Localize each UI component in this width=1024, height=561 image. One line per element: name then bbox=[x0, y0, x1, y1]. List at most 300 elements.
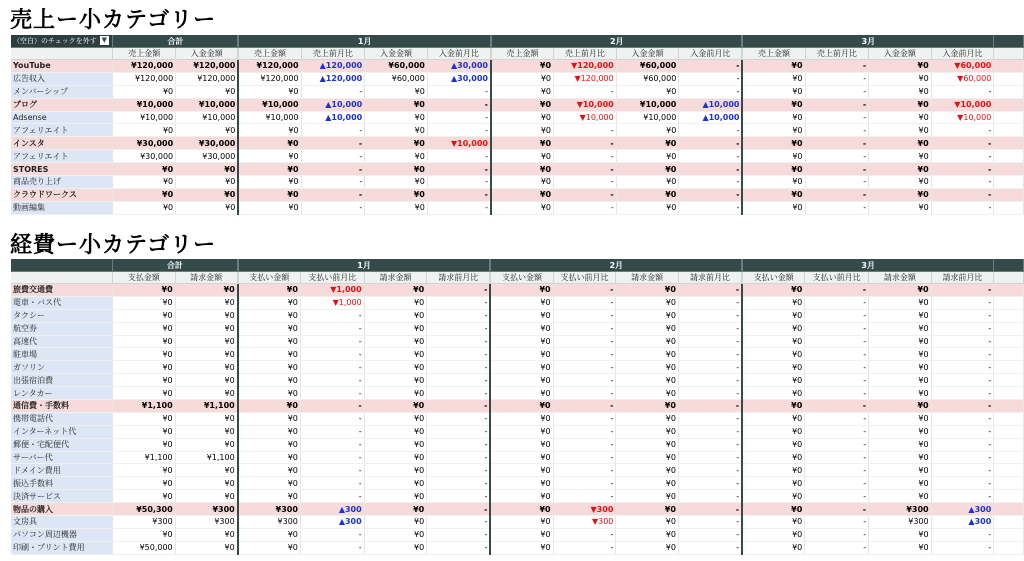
month-column-header: 請求金額 bbox=[616, 272, 679, 284]
value-cell: ¥0 bbox=[238, 387, 301, 400]
value-cell: - bbox=[301, 85, 365, 98]
value-cell: ¥0 bbox=[869, 335, 932, 348]
value-cell: - bbox=[553, 387, 616, 400]
overflow-header bbox=[994, 35, 1024, 48]
overflow-cell bbox=[994, 490, 1024, 503]
total-column-header: 売上金額 bbox=[113, 48, 176, 60]
value-cell: - bbox=[300, 374, 364, 387]
value-cell: ¥30,000 bbox=[176, 150, 239, 163]
month-column-header: 支払い前月比 bbox=[553, 272, 616, 284]
value-cell: ¥0 bbox=[490, 374, 553, 387]
value-cell: ¥0 bbox=[238, 137, 301, 150]
value-cell: ¥0 bbox=[238, 541, 301, 554]
value-cell: - bbox=[300, 451, 364, 464]
value-cell: ¥0 bbox=[742, 111, 805, 124]
value-cell: - bbox=[931, 464, 994, 477]
value-cell: ¥0 bbox=[869, 425, 932, 438]
overflow-cell bbox=[994, 188, 1024, 201]
row-label: ブログ bbox=[11, 98, 113, 111]
value-cell: ¥0 bbox=[742, 176, 805, 189]
value-cell: ¥0 bbox=[869, 322, 932, 335]
value-cell: ▼1,000 bbox=[300, 296, 364, 309]
value-cell: ¥0 bbox=[869, 176, 932, 189]
value-cell: - bbox=[427, 85, 491, 98]
value-cell: ¥0 bbox=[175, 309, 238, 322]
value-cell: ¥0 bbox=[490, 348, 553, 361]
value-cell: - bbox=[805, 438, 869, 451]
value-cell: ¥0 bbox=[616, 438, 679, 451]
value-cell: ¥0 bbox=[742, 412, 805, 425]
value-cell: ¥0 bbox=[175, 335, 238, 348]
subcategory-row bbox=[11, 528, 1024, 541]
value-cell: ¥0 bbox=[238, 425, 301, 438]
subcategory-row bbox=[11, 387, 1024, 400]
value-cell: ¥120,000 bbox=[176, 72, 239, 85]
value-cell: ¥0 bbox=[742, 438, 805, 451]
value-cell: ¥0 bbox=[616, 541, 679, 554]
value-cell: - bbox=[931, 284, 994, 297]
value-cell: ¥0 bbox=[742, 284, 805, 297]
value-cell: ¥0 bbox=[742, 451, 805, 464]
value-cell: ¥60,000 bbox=[365, 72, 428, 85]
row-label: 広告収入 bbox=[11, 72, 113, 85]
value-cell: - bbox=[931, 137, 994, 150]
value-cell: ¥0 bbox=[175, 387, 238, 400]
value-cell: - bbox=[427, 503, 491, 516]
value-cell: ¥0 bbox=[365, 188, 428, 201]
value-cell: ¥0 bbox=[113, 490, 176, 503]
row-label: 出張宿泊費 bbox=[11, 374, 113, 387]
value-cell: ¥0 bbox=[742, 348, 805, 361]
value-cell: - bbox=[553, 361, 616, 374]
subcategory-row bbox=[11, 412, 1024, 425]
value-cell: - bbox=[301, 124, 365, 137]
value-cell: ¥0 bbox=[113, 309, 176, 322]
subcategory-row bbox=[11, 150, 1024, 163]
value-cell: ¥0 bbox=[364, 374, 427, 387]
value-cell: ¥30,000 bbox=[176, 137, 239, 150]
value-cell: - bbox=[553, 348, 616, 361]
value-cell: ¥0 bbox=[491, 137, 554, 150]
value-cell: ¥300 bbox=[869, 516, 932, 529]
value-cell: ¥0 bbox=[616, 150, 679, 163]
value-cell: - bbox=[805, 464, 869, 477]
value-cell: ¥0 bbox=[616, 516, 679, 529]
value-cell: - bbox=[679, 85, 743, 98]
value-cell: ¥0 bbox=[742, 163, 805, 176]
value-cell: - bbox=[678, 451, 742, 464]
column-header-row bbox=[11, 272, 1024, 284]
value-cell: ¥60,000 bbox=[616, 60, 679, 73]
value-cell: - bbox=[679, 201, 743, 214]
subcategory-row bbox=[11, 516, 1024, 529]
value-cell: ▼10,000 bbox=[931, 98, 994, 111]
value-cell: - bbox=[427, 387, 491, 400]
value-cell: ¥0 bbox=[175, 322, 238, 335]
value-cell: ¥0 bbox=[113, 412, 176, 425]
value-cell: - bbox=[554, 124, 617, 137]
value-cell: ¥0 bbox=[113, 348, 176, 361]
value-cell: ¥0 bbox=[869, 400, 932, 413]
value-cell: - bbox=[427, 322, 491, 335]
row-label: 航空券 bbox=[11, 322, 113, 335]
value-cell: ¥0 bbox=[616, 374, 679, 387]
value-cell: - bbox=[553, 464, 616, 477]
month-column-header: 入金前月比 bbox=[427, 48, 491, 60]
value-cell: ¥0 bbox=[490, 284, 553, 297]
value-cell: ¥0 bbox=[490, 516, 553, 529]
subcategory-row bbox=[11, 176, 1024, 189]
value-cell: ¥0 bbox=[175, 412, 238, 425]
header-group-row bbox=[11, 259, 1024, 272]
row-label: STORES bbox=[11, 163, 113, 176]
value-cell: ¥0 bbox=[113, 163, 176, 176]
value-cell: ¥0 bbox=[364, 438, 427, 451]
row-label: インターネット代 bbox=[11, 425, 113, 438]
value-cell: ¥0 bbox=[491, 188, 554, 201]
row-label: 振込手数料 bbox=[11, 477, 113, 490]
value-cell: - bbox=[301, 137, 365, 150]
value-cell: - bbox=[805, 98, 869, 111]
value-cell: ¥0 bbox=[364, 425, 427, 438]
value-cell: ¥0 bbox=[742, 477, 805, 490]
value-cell: ¥0 bbox=[238, 361, 301, 374]
value-cell: - bbox=[427, 464, 491, 477]
value-cell: ▲300 bbox=[931, 503, 994, 516]
expense-section-title: 経費ー小カテゴリー bbox=[10, 233, 217, 258]
value-cell: ¥0 bbox=[491, 111, 554, 124]
row-label: 物品の購入 bbox=[11, 503, 113, 516]
value-cell: ¥0 bbox=[490, 528, 553, 541]
value-cell: ¥0 bbox=[616, 528, 679, 541]
subcategory-row bbox=[11, 85, 1024, 98]
overflow-cell bbox=[994, 163, 1024, 176]
value-cell: ¥0 bbox=[238, 296, 301, 309]
subcategory-row bbox=[11, 451, 1024, 464]
month-column-header: 売上金額 bbox=[238, 48, 301, 60]
value-cell: ¥120,000 bbox=[238, 60, 301, 73]
value-cell: - bbox=[678, 490, 742, 503]
total-group-header: 合計 bbox=[113, 35, 238, 48]
value-cell: ¥0 bbox=[491, 176, 554, 189]
value-cell: ¥0 bbox=[491, 98, 554, 111]
value-cell: - bbox=[427, 400, 491, 413]
value-cell: ¥0 bbox=[364, 464, 427, 477]
value-cell: ¥0 bbox=[238, 176, 301, 189]
expense-pivot-table bbox=[11, 259, 1024, 555]
value-cell: - bbox=[679, 163, 743, 176]
value-cell: ¥0 bbox=[175, 296, 238, 309]
value-cell: ¥10,000 bbox=[238, 111, 301, 124]
value-cell: ¥10,000 bbox=[238, 98, 301, 111]
value-cell: ¥0 bbox=[742, 464, 805, 477]
month-group-header: 1月 bbox=[238, 35, 491, 48]
value-cell: ¥0 bbox=[616, 284, 679, 297]
value-cell: - bbox=[427, 111, 491, 124]
value-cell: ¥0 bbox=[869, 348, 932, 361]
overflow-cell bbox=[994, 412, 1024, 425]
value-cell: ▲10,000 bbox=[301, 111, 365, 124]
category-row bbox=[11, 400, 1024, 413]
value-cell: ¥60,000 bbox=[616, 72, 679, 85]
value-cell: ¥0 bbox=[869, 528, 932, 541]
subcategory-row bbox=[11, 348, 1024, 361]
month-column-header: 売上前月比 bbox=[554, 48, 617, 60]
value-cell: ¥0 bbox=[238, 490, 301, 503]
value-cell: ¥0 bbox=[869, 201, 932, 214]
value-cell: - bbox=[931, 451, 994, 464]
value-cell: ¥0 bbox=[365, 124, 428, 137]
value-cell: ¥0 bbox=[869, 387, 932, 400]
value-cell: ¥0 bbox=[869, 464, 932, 477]
value-cell: - bbox=[427, 425, 491, 438]
value-cell: - bbox=[678, 348, 742, 361]
row-label: 商品売り上げ bbox=[11, 176, 113, 189]
value-cell: - bbox=[931, 309, 994, 322]
value-cell: - bbox=[805, 309, 869, 322]
value-cell: ¥0 bbox=[742, 296, 805, 309]
value-cell: ¥0 bbox=[742, 516, 805, 529]
overflow-cell bbox=[994, 150, 1024, 163]
value-cell: ¥0 bbox=[238, 412, 301, 425]
value-cell: - bbox=[427, 348, 491, 361]
value-cell: ¥0 bbox=[113, 477, 176, 490]
row-label: 郵便・宅配便代 bbox=[11, 438, 113, 451]
overflow-cell bbox=[994, 201, 1024, 214]
row-label: 通信費・手数料 bbox=[11, 400, 113, 413]
value-cell: - bbox=[679, 60, 743, 73]
value-cell: - bbox=[805, 72, 869, 85]
value-cell: - bbox=[553, 284, 616, 297]
row-label: アフェリエイト bbox=[11, 150, 113, 163]
row-label: YouTube bbox=[11, 60, 113, 73]
month-column-header: 請求金額 bbox=[869, 272, 932, 284]
value-cell: - bbox=[805, 412, 869, 425]
value-cell: - bbox=[805, 425, 869, 438]
row-label: 駐車場 bbox=[11, 348, 113, 361]
value-cell: ¥10,000 bbox=[176, 98, 239, 111]
overflow-cell bbox=[994, 425, 1024, 438]
value-cell: ¥30,000 bbox=[113, 150, 176, 163]
value-cell: ¥0 bbox=[616, 412, 679, 425]
value-cell: ¥0 bbox=[869, 541, 932, 554]
month-column-header: 請求金額 bbox=[364, 272, 427, 284]
value-cell: ¥0 bbox=[364, 412, 427, 425]
value-cell: - bbox=[554, 137, 617, 150]
value-cell: - bbox=[931, 335, 994, 348]
subcategory-row bbox=[11, 124, 1024, 137]
subcategory-row bbox=[11, 541, 1024, 554]
value-cell: ¥1,100 bbox=[113, 400, 176, 413]
value-cell: - bbox=[931, 150, 994, 163]
month-column-header: 支払い前月比 bbox=[300, 272, 364, 284]
value-cell: - bbox=[931, 528, 994, 541]
value-cell: ¥0 bbox=[491, 150, 554, 163]
month-column-header: 入金金額 bbox=[365, 48, 428, 60]
value-cell: ¥0 bbox=[742, 98, 805, 111]
subcategory-row bbox=[11, 374, 1024, 387]
row-label: 高速代 bbox=[11, 335, 113, 348]
overflow-cell bbox=[994, 477, 1024, 490]
overflow-cell bbox=[994, 98, 1024, 111]
month-column-header: 売上金額 bbox=[491, 48, 554, 60]
value-cell: - bbox=[805, 296, 869, 309]
value-cell: - bbox=[679, 72, 743, 85]
value-cell: ¥0 bbox=[490, 503, 553, 516]
value-cell: ¥0 bbox=[113, 335, 176, 348]
value-cell: ¥10,000 bbox=[616, 98, 679, 111]
value-cell: - bbox=[427, 451, 491, 464]
month-column-header: 売上金額 bbox=[742, 48, 805, 60]
value-cell: ¥0 bbox=[175, 348, 238, 361]
value-cell: ¥0 bbox=[490, 477, 553, 490]
value-cell: ▼10,000 bbox=[931, 111, 994, 124]
value-cell: ¥0 bbox=[113, 425, 176, 438]
value-cell: ¥0 bbox=[238, 322, 301, 335]
value-cell: ¥0 bbox=[742, 374, 805, 387]
value-cell: ¥0 bbox=[364, 451, 427, 464]
subcategory-row bbox=[11, 464, 1024, 477]
value-cell: ¥1,100 bbox=[113, 451, 176, 464]
value-cell: ▲120,000 bbox=[301, 72, 365, 85]
value-cell: ¥0 bbox=[113, 528, 176, 541]
value-cell: - bbox=[553, 541, 616, 554]
value-cell: ¥50,300 bbox=[113, 503, 176, 516]
total-column-header: 入金金額 bbox=[176, 48, 239, 60]
value-cell: ¥300 bbox=[238, 503, 301, 516]
value-cell: ¥0 bbox=[616, 201, 679, 214]
value-cell: ¥0 bbox=[491, 124, 554, 137]
overflow-cell bbox=[994, 464, 1024, 477]
value-cell: ¥0 bbox=[238, 438, 301, 451]
row-filter-header[interactable] bbox=[11, 35, 113, 48]
value-cell: ▲300 bbox=[300, 516, 364, 529]
value-cell: ▲30,000 bbox=[427, 60, 491, 73]
value-cell: ¥0 bbox=[742, 309, 805, 322]
value-cell: - bbox=[300, 322, 364, 335]
row-label: 決済サービス bbox=[11, 490, 113, 503]
value-cell: - bbox=[805, 528, 869, 541]
overflow-cell bbox=[994, 400, 1024, 413]
value-cell: ¥1,100 bbox=[175, 451, 238, 464]
category-row bbox=[11, 284, 1024, 297]
value-cell: ¥0 bbox=[742, 137, 805, 150]
value-cell: - bbox=[805, 361, 869, 374]
value-cell: - bbox=[427, 528, 491, 541]
value-cell: ¥0 bbox=[364, 296, 427, 309]
value-cell: ¥0 bbox=[113, 124, 176, 137]
month-group-header: 3月 bbox=[742, 35, 993, 48]
value-cell: ¥0 bbox=[490, 296, 553, 309]
overflow-cell bbox=[994, 335, 1024, 348]
value-cell: ¥0 bbox=[113, 296, 176, 309]
value-cell: ¥0 bbox=[175, 438, 238, 451]
value-cell: ¥10,000 bbox=[113, 98, 176, 111]
value-cell: - bbox=[300, 477, 364, 490]
row-label: インスタ bbox=[11, 137, 113, 150]
row-label: サーバー代 bbox=[11, 451, 113, 464]
overflow-header bbox=[994, 48, 1024, 60]
value-cell: - bbox=[679, 176, 743, 189]
value-cell: - bbox=[805, 348, 869, 361]
value-cell: ¥0 bbox=[616, 124, 679, 137]
row-label-header bbox=[11, 259, 113, 272]
value-cell: - bbox=[931, 124, 994, 137]
month-group-header: 2月 bbox=[490, 259, 742, 272]
value-cell: - bbox=[301, 150, 365, 163]
value-cell: ¥0 bbox=[869, 361, 932, 374]
value-cell: - bbox=[553, 490, 616, 503]
value-cell: - bbox=[678, 296, 742, 309]
value-cell: ¥0 bbox=[176, 85, 239, 98]
value-cell: ¥0 bbox=[616, 296, 679, 309]
value-cell: ¥0 bbox=[491, 72, 554, 85]
value-cell: ¥0 bbox=[490, 464, 553, 477]
value-cell: - bbox=[931, 412, 994, 425]
value-cell: - bbox=[931, 361, 994, 374]
value-cell: ¥0 bbox=[742, 72, 805, 85]
subcategory-row bbox=[11, 425, 1024, 438]
value-cell: ¥0 bbox=[490, 438, 553, 451]
value-cell: ¥0 bbox=[364, 516, 427, 529]
subcategory-row bbox=[11, 438, 1024, 451]
row-label: Adsense bbox=[11, 111, 113, 124]
value-cell: - bbox=[553, 425, 616, 438]
overflow-cell bbox=[994, 503, 1024, 516]
value-cell: ¥120,000 bbox=[113, 72, 176, 85]
value-cell: - bbox=[300, 309, 364, 322]
value-cell: ¥0 bbox=[490, 425, 553, 438]
value-cell: ¥0 bbox=[869, 150, 932, 163]
value-cell: ¥0 bbox=[175, 361, 238, 374]
value-cell: ¥0 bbox=[365, 111, 428, 124]
row-label: ドメイン費用 bbox=[11, 464, 113, 477]
value-cell: - bbox=[931, 477, 994, 490]
value-cell: - bbox=[931, 425, 994, 438]
value-cell: ¥0 bbox=[742, 335, 805, 348]
value-cell: - bbox=[554, 85, 617, 98]
value-cell: - bbox=[678, 516, 742, 529]
value-cell: - bbox=[554, 176, 617, 189]
value-cell: ¥0 bbox=[869, 451, 932, 464]
value-cell: ¥120,000 bbox=[113, 60, 176, 73]
value-cell: - bbox=[678, 322, 742, 335]
value-cell: ¥0 bbox=[742, 201, 805, 214]
value-cell: ▲10,000 bbox=[301, 98, 365, 111]
value-cell: - bbox=[553, 412, 616, 425]
value-cell: ¥0 bbox=[742, 150, 805, 163]
value-cell: ¥0 bbox=[491, 163, 554, 176]
value-cell: ¥0 bbox=[616, 451, 679, 464]
value-cell: - bbox=[931, 201, 994, 214]
value-cell: ¥0 bbox=[238, 477, 301, 490]
value-cell: ¥0 bbox=[616, 387, 679, 400]
value-cell: ¥0 bbox=[869, 72, 932, 85]
value-cell: ¥10,000 bbox=[616, 111, 679, 124]
value-cell: - bbox=[931, 163, 994, 176]
value-cell: ¥0 bbox=[616, 137, 679, 150]
value-cell: ¥0 bbox=[869, 284, 932, 297]
value-cell: - bbox=[553, 296, 616, 309]
filter-icon[interactable]: ▼ bbox=[101, 36, 107, 44]
value-cell: - bbox=[679, 137, 743, 150]
value-cell: ¥0 bbox=[742, 425, 805, 438]
value-cell: - bbox=[931, 541, 994, 554]
value-cell: ¥0 bbox=[238, 85, 301, 98]
value-cell: - bbox=[678, 412, 742, 425]
value-cell: ¥0 bbox=[113, 322, 176, 335]
value-cell: ¥0 bbox=[365, 137, 428, 150]
